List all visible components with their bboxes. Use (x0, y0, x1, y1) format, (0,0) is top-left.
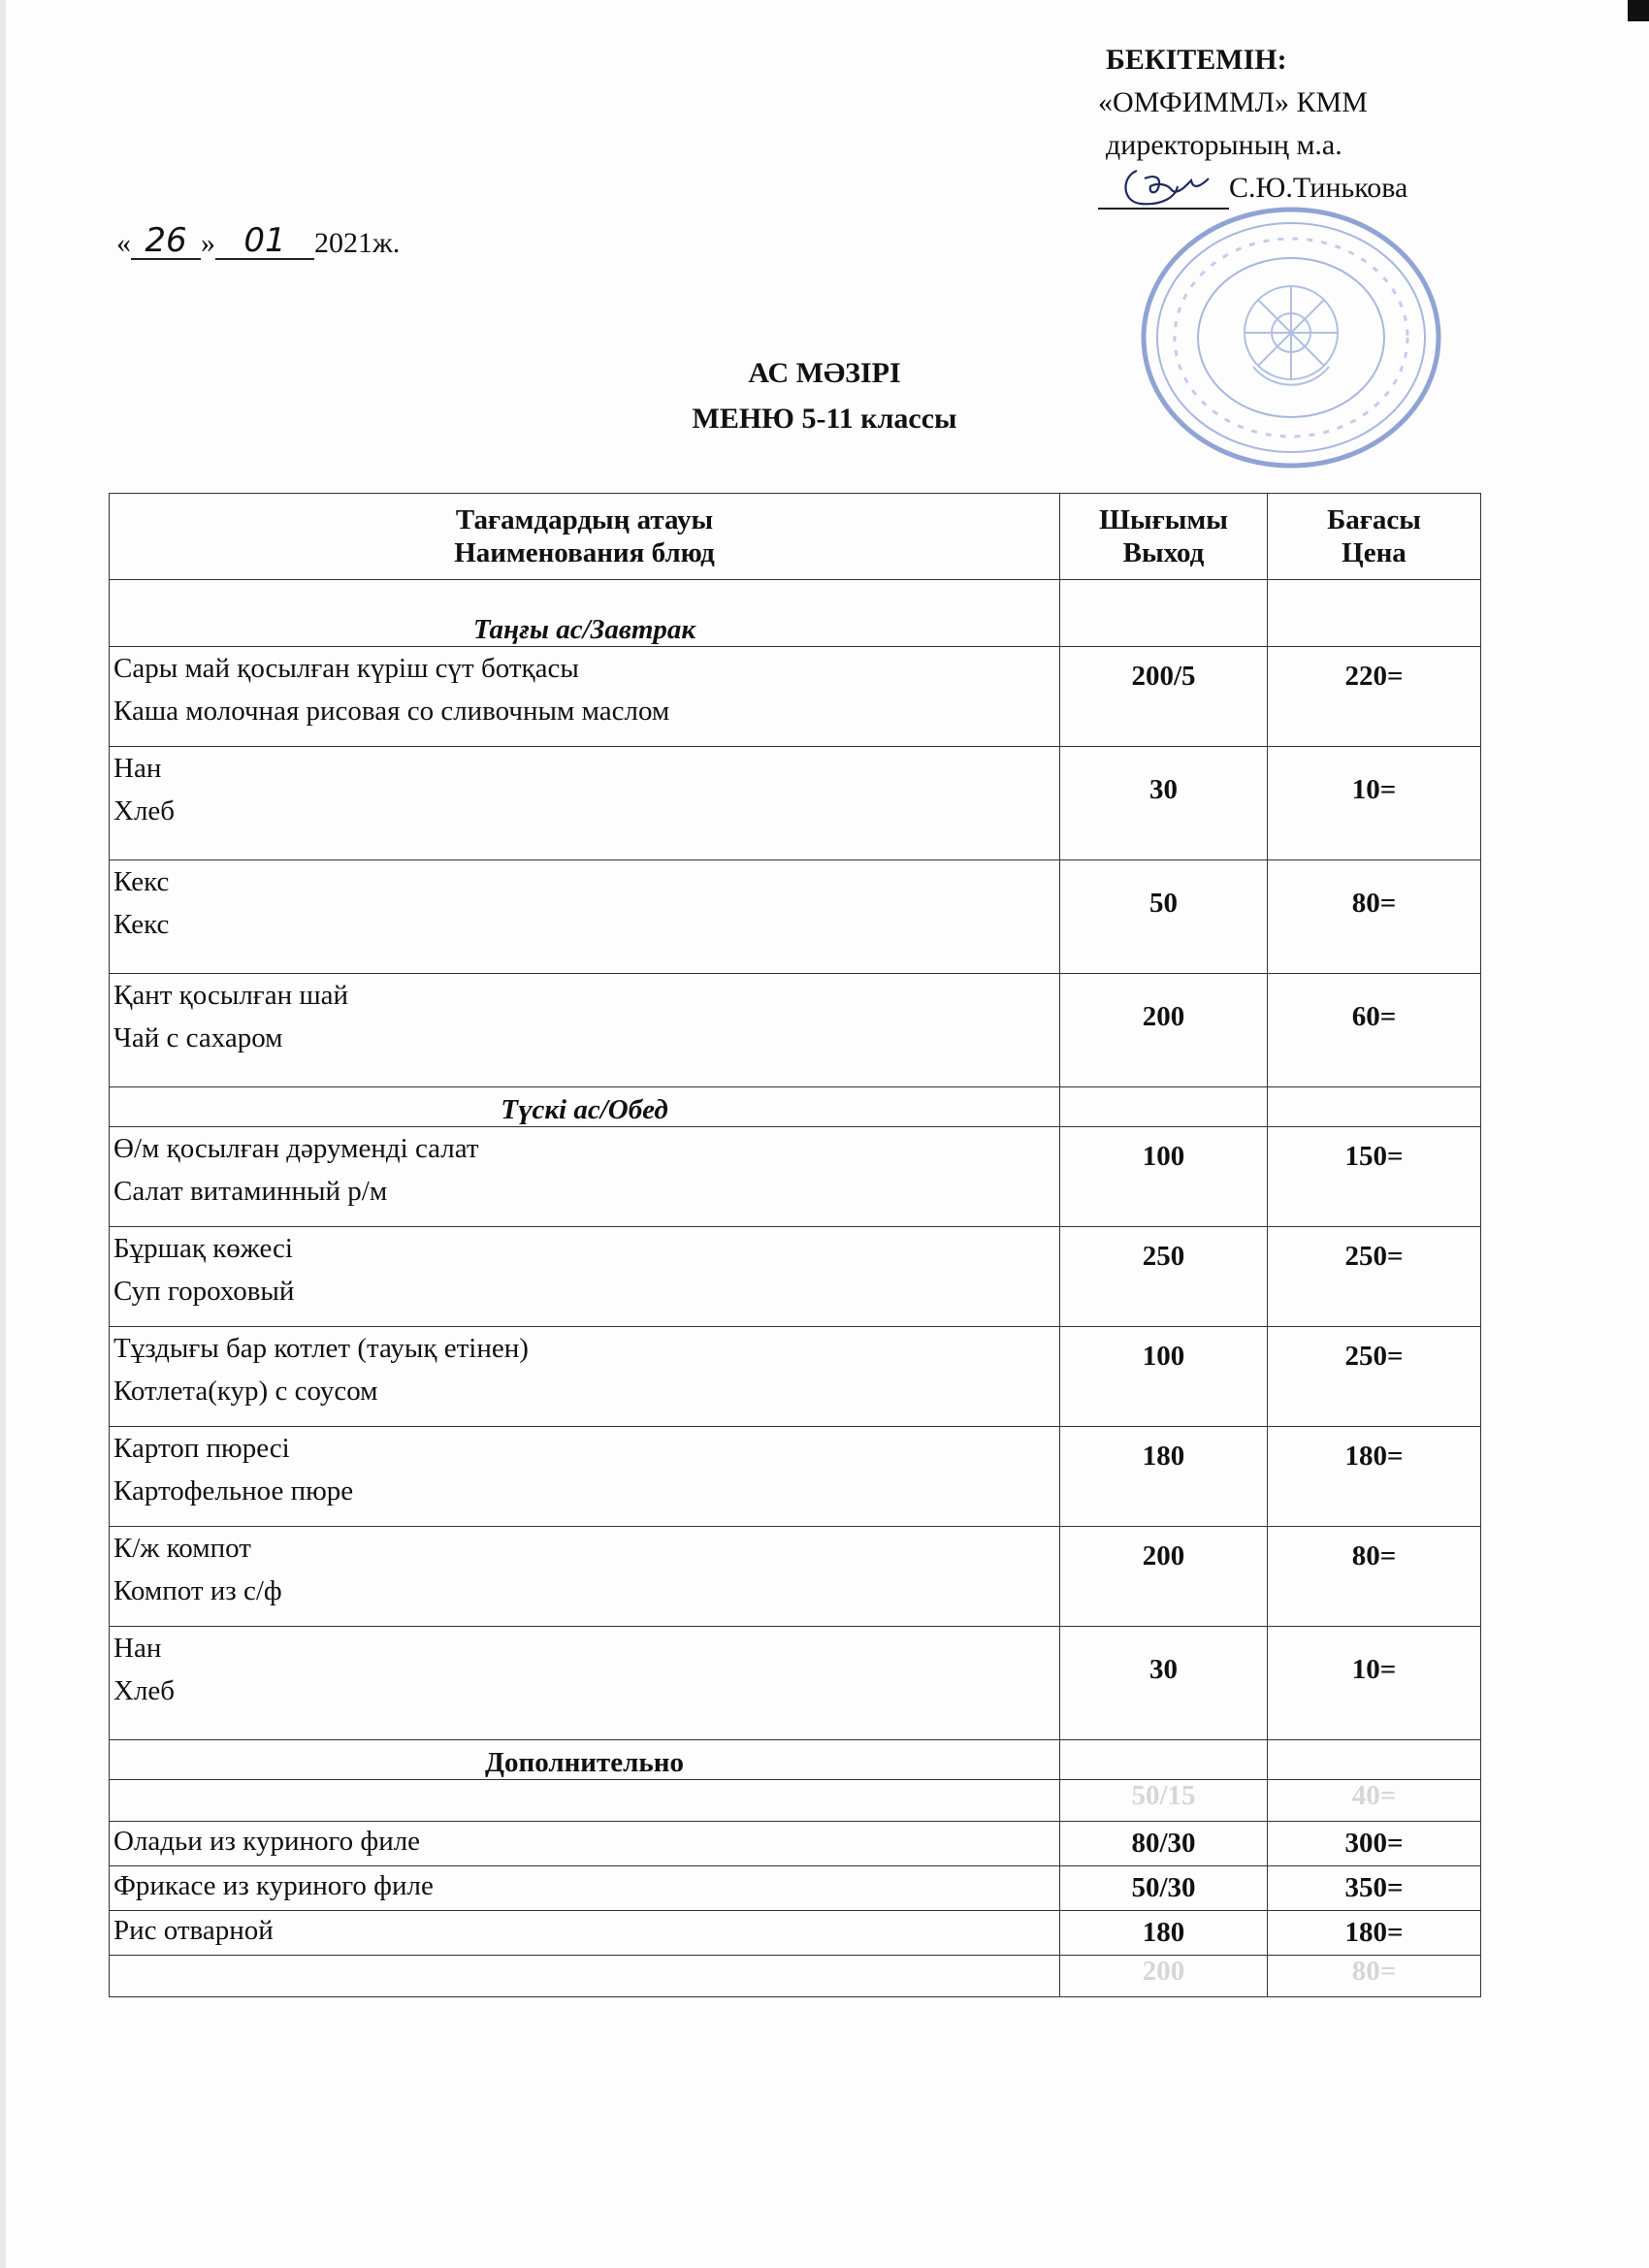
dish-name-ru: Суп гороховый (113, 1276, 295, 1307)
header-dish-name (110, 494, 1060, 580)
dish-name-ru: Котлета(кур) с соусом (113, 1376, 378, 1407)
date-year: 2021ж. (314, 227, 401, 259)
dish-output: 50/15 (1060, 1780, 1268, 1822)
header-price-kz: Бағасы (1327, 504, 1421, 535)
dish-output: 100 (1060, 1127, 1268, 1227)
table-row (110, 1911, 1481, 1956)
dish-name-kz: К/ж компот (113, 1533, 251, 1564)
dish-price: 10= (1268, 1627, 1481, 1740)
dish-name (110, 1427, 1060, 1527)
header-dish-name-ru: Наименования блюд (454, 537, 715, 568)
table-row (110, 1527, 1481, 1627)
dish-output: 80/30 (1060, 1822, 1268, 1866)
approval-role: директорының м.а. (1106, 129, 1342, 161)
table-row (110, 860, 1481, 974)
table-row-faded (110, 1780, 1481, 1822)
dish-name (110, 747, 1060, 860)
table-row (110, 1327, 1481, 1427)
dish-name (110, 647, 1060, 747)
dish-price: 40= (1268, 1780, 1481, 1822)
menu-title-kz: АС МӘЗІРІ (748, 357, 901, 389)
dish-price: 150= (1268, 1127, 1481, 1227)
table-header-row (110, 494, 1481, 580)
dish-price: 80= (1268, 1956, 1481, 1997)
dish-name-kz: Тұздығы бар котлет (тауық етінен) (113, 1333, 529, 1364)
approval-title: БЕКІТЕМІН: (1106, 44, 1287, 76)
table-row (110, 747, 1481, 860)
dish-name-kz: Картоп пюресі (113, 1433, 290, 1464)
dish-output: 200 (1060, 1956, 1268, 1997)
dish-name-faded (110, 1956, 1060, 1997)
dish-output: 200 (1060, 974, 1268, 1087)
date-close-quote: » (201, 227, 215, 259)
dish-name-ru: Чай с сахаром (113, 1022, 283, 1053)
header-price-ru: Цена (1342, 537, 1406, 568)
dish-output: 30 (1060, 1627, 1268, 1740)
dish-price: 300= (1268, 1822, 1481, 1866)
scan-corner-mark (1628, 0, 1649, 21)
dish-price: 220= (1268, 647, 1481, 747)
approval-organization: «ОМФИММЛ» КММ (1098, 86, 1368, 118)
dish-output: 30 (1060, 747, 1268, 860)
table-row (110, 974, 1481, 1087)
dish-name-ru: Компот из с/ф (113, 1575, 282, 1606)
date-day: 26 (131, 223, 201, 260)
header-output-ru: Выход (1122, 537, 1205, 568)
section-row-extra (110, 1740, 1481, 1780)
dish-output: 250 (1060, 1227, 1268, 1327)
table-row (110, 1866, 1481, 1911)
section-title: Түскі ас/Обед (110, 1087, 1060, 1127)
dish-name (110, 974, 1060, 1087)
dish-name-kz: Ө/м қосылған дәруменді салат (113, 1133, 479, 1164)
dish-name: Рис отварной (110, 1911, 1060, 1956)
dish-name (110, 1127, 1060, 1227)
dish-price: 180= (1268, 1911, 1481, 1956)
dish-name-ru: Хлеб (113, 1675, 176, 1706)
table-row (110, 1427, 1481, 1527)
dish-name (110, 1327, 1060, 1427)
header-output (1060, 494, 1268, 580)
dish-price: 180= (1268, 1427, 1481, 1527)
table-row (110, 1822, 1481, 1866)
dish-name-ru: Каша молочная рисовая со сливочным маслом (113, 696, 670, 727)
table-row (110, 1627, 1481, 1740)
section-row-breakfast (110, 580, 1481, 647)
dish-name-ru: Картофельное пюре (113, 1475, 354, 1507)
menu-title-ru: МЕНЮ 5-11 классы (692, 403, 957, 435)
dish-name-kz: Нан (113, 753, 162, 784)
dish-name-kz: Қант қосылған шай (113, 980, 349, 1011)
dish-output: 180 (1060, 1911, 1268, 1956)
dish-output: 50 (1060, 860, 1268, 974)
dish-name: Оладьи из куриного филе (110, 1822, 1060, 1866)
dish-name-faded (110, 1780, 1060, 1822)
date-month: 01 (215, 223, 314, 260)
dish-name-kz: Сары май қосылған күріш сүт ботқасы (113, 653, 579, 684)
dish-name (110, 860, 1060, 974)
dish-price: 80= (1268, 860, 1481, 974)
dish-name (110, 1227, 1060, 1327)
section-row-lunch (110, 1087, 1481, 1127)
approval-block (1098, 39, 1407, 210)
dish-name: Фрикасе из куриного филе (110, 1866, 1060, 1911)
scan-edge (0, 0, 6, 2268)
dish-output: 200 (1060, 1527, 1268, 1627)
dish-price: 10= (1268, 747, 1481, 860)
dish-name-ru: Кекс (113, 909, 170, 940)
table-row (110, 647, 1481, 747)
dish-price: 60= (1268, 974, 1481, 1087)
table-row (110, 1227, 1481, 1327)
header-output-kz: Шығымы (1099, 504, 1228, 535)
dish-output: 200/5 (1060, 647, 1268, 747)
header-dish-name-kz: Тағамдардың атауы (455, 504, 714, 535)
dish-output: 50/30 (1060, 1866, 1268, 1911)
dish-name-ru: Салат витаминный р/м (113, 1176, 388, 1207)
dish-price: 250= (1268, 1227, 1481, 1327)
section-title: Таңғы ас/Завтрак (110, 580, 1060, 647)
dish-name (110, 1527, 1060, 1627)
dish-name (110, 1627, 1060, 1740)
menu-table (109, 493, 1481, 1997)
dish-price: 250= (1268, 1327, 1481, 1427)
document-date (116, 223, 400, 260)
dish-price: 350= (1268, 1866, 1481, 1911)
table-row-faded (110, 1956, 1481, 1997)
dish-output: 100 (1060, 1327, 1268, 1427)
dish-output: 180 (1060, 1427, 1268, 1527)
dish-name-kz: Нан (113, 1633, 162, 1664)
signer-name: С.Ю.Тинькова (1229, 172, 1408, 204)
table-row (110, 1127, 1481, 1227)
header-price (1268, 494, 1481, 580)
section-title: Дополнительно (110, 1740, 1060, 1780)
dish-price: 80= (1268, 1527, 1481, 1627)
date-open-quote: « (116, 227, 131, 259)
dish-name-ru: Хлеб (113, 795, 176, 826)
dish-name-kz: Бұршақ көжесі (113, 1233, 293, 1264)
dish-name-kz: Кекс (113, 866, 170, 897)
